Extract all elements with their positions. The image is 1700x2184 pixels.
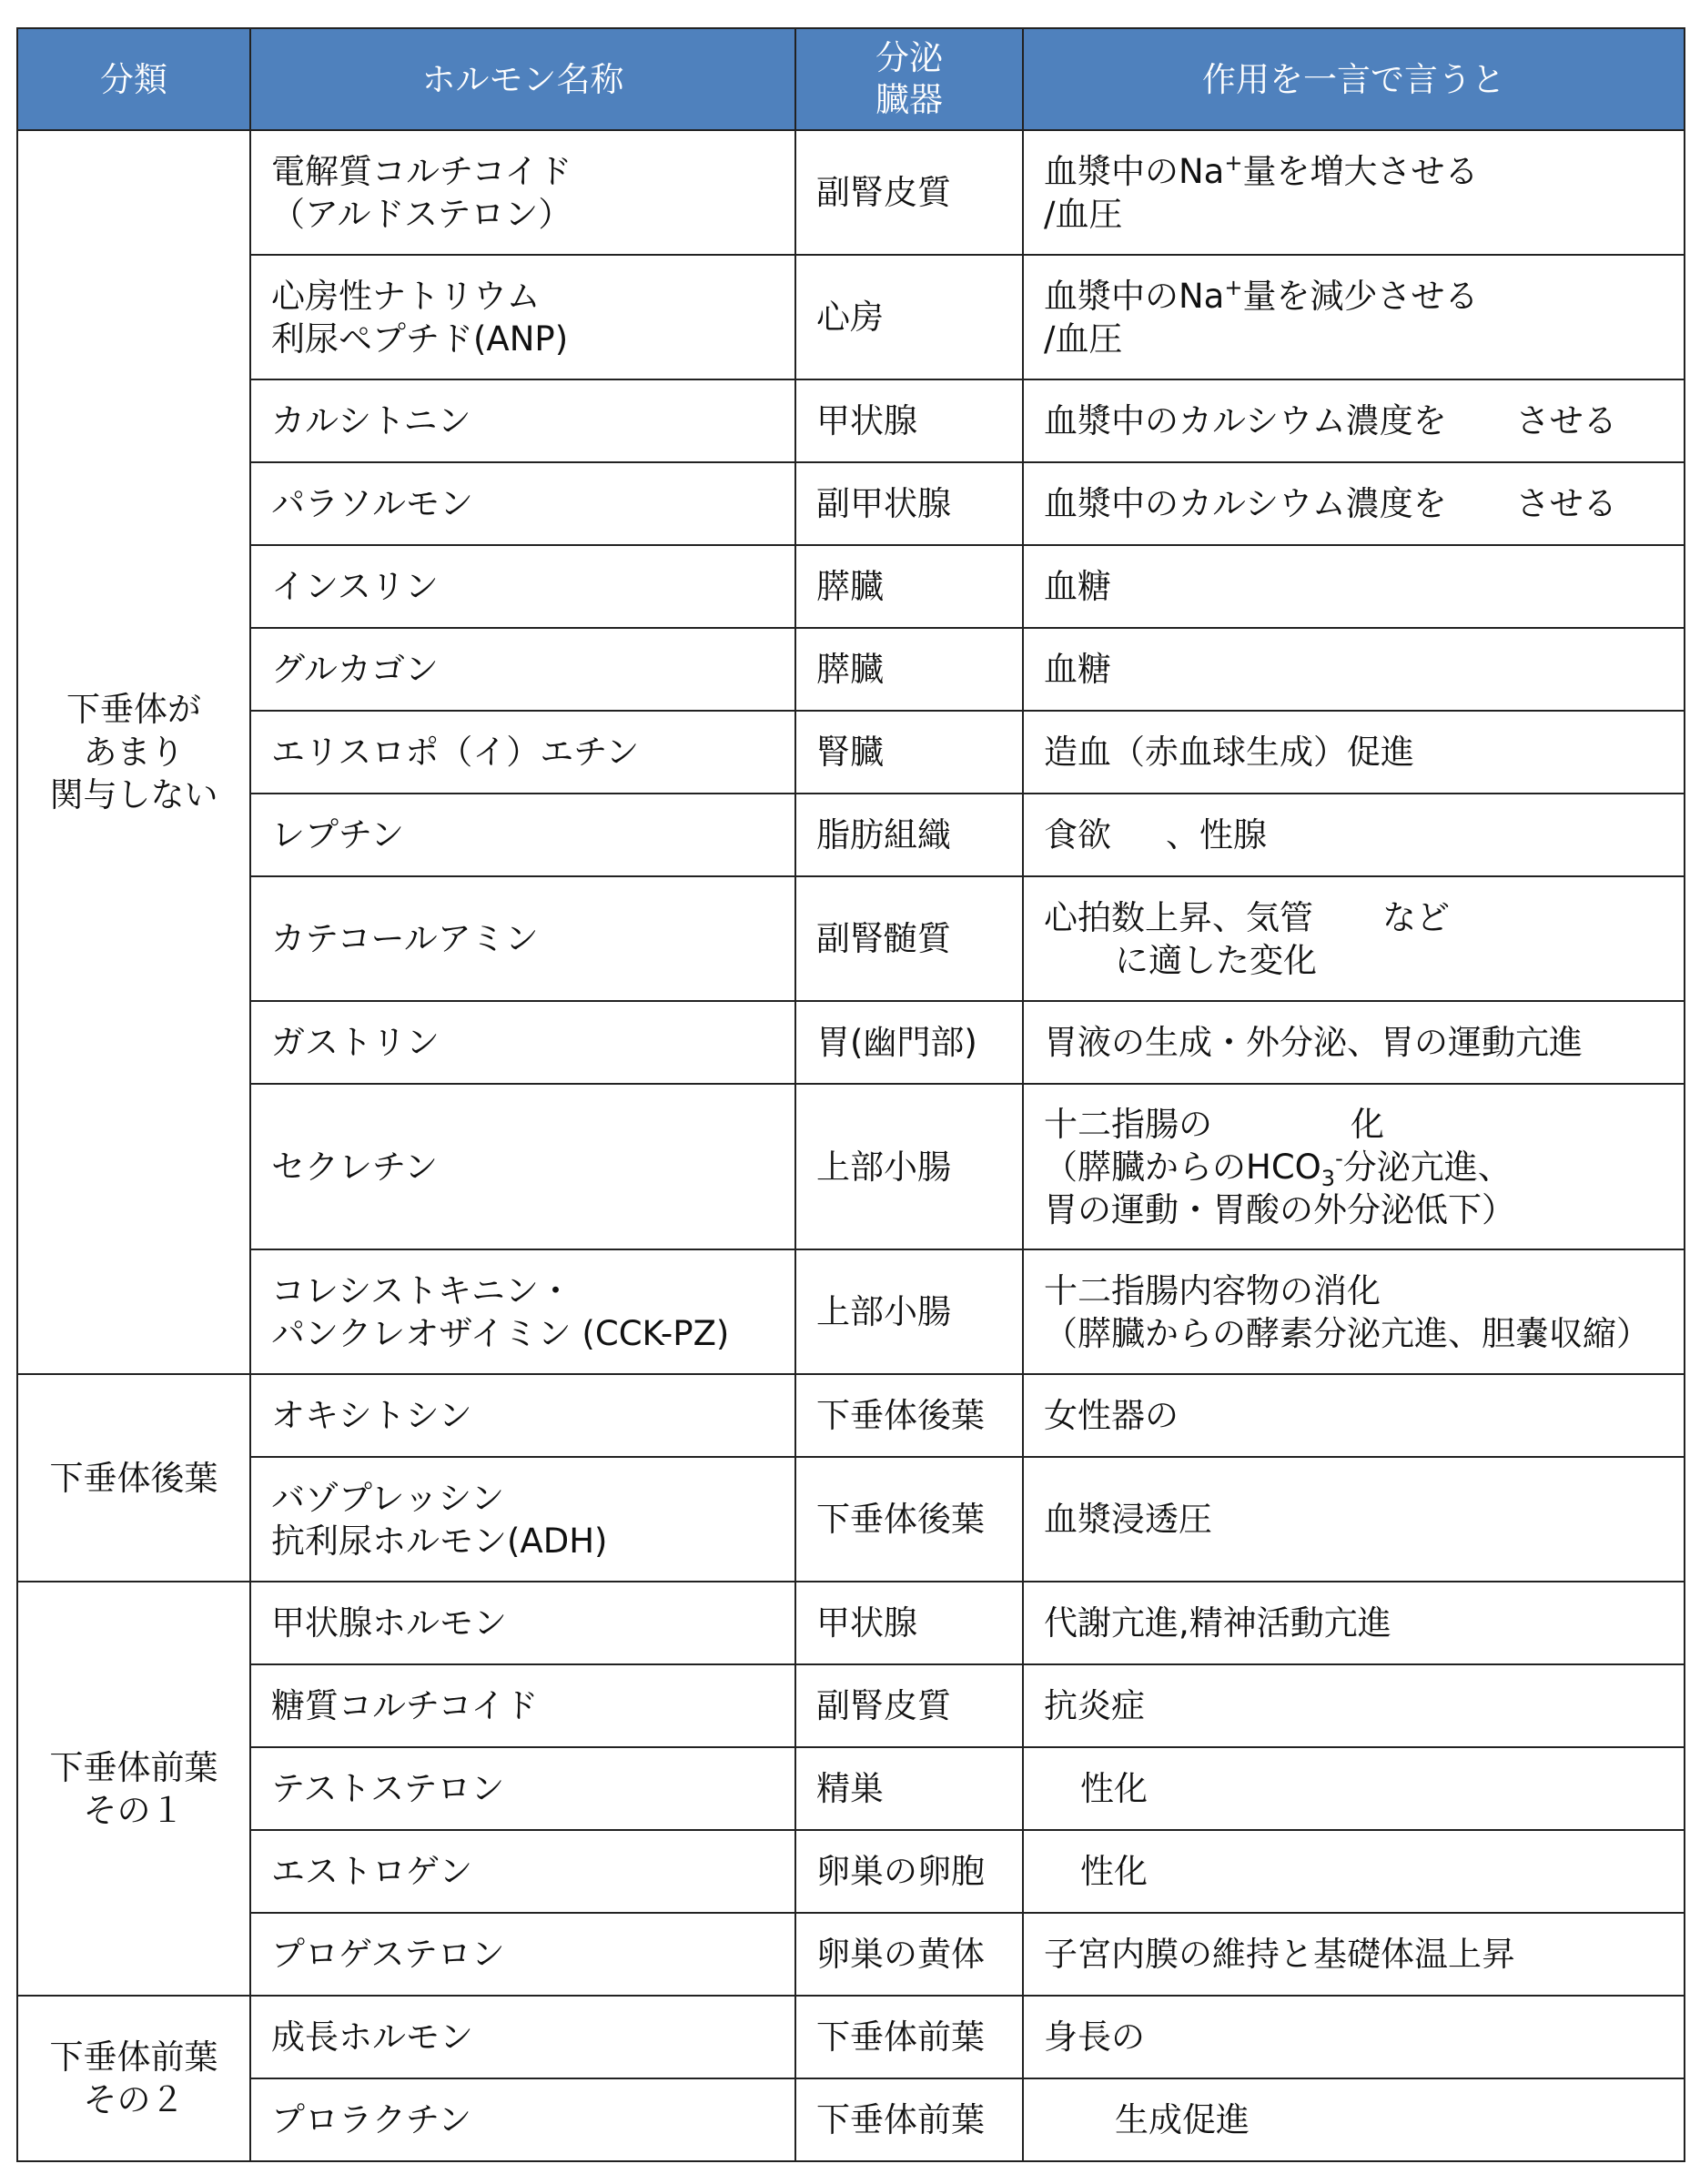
organ-cell: 精巣	[795, 1747, 1023, 1830]
action-cell	[1023, 794, 1685, 876]
organ-cell: 腎臓	[795, 711, 1023, 794]
organ-cell: 心房	[795, 255, 1023, 379]
hormone-name-cell: エリスロポ（イ）エチン	[250, 711, 795, 794]
action-text: 性化	[1080, 1769, 1148, 1808]
hormone-name-cell: テストステロン	[250, 1747, 795, 1830]
hormone-name-line: 電解質コルチコイド	[271, 151, 572, 191]
action-cell	[1023, 255, 1685, 379]
table-row	[17, 711, 1685, 794]
organ-cell: 副腎髄質	[795, 876, 1023, 1001]
action-text: /血圧	[1044, 318, 1123, 359]
hormone-name-cell: ガストリン	[250, 1001, 795, 1084]
table-row	[17, 794, 1685, 876]
action-cell: 身長の	[1023, 1996, 1685, 2078]
action-cell	[1023, 1084, 1685, 1249]
hormone-name-line: （アルドステロン）	[271, 194, 572, 234]
header-action: 作用を一言で言うと	[1023, 28, 1685, 130]
action-cell	[1023, 1747, 1685, 1830]
category-cell-posterior-pituitary	[17, 1374, 250, 1582]
hormone-name-cell: 糖質コルチコイド	[250, 1664, 795, 1747]
table-row	[17, 462, 1685, 545]
table-row	[17, 1913, 1685, 1996]
action-cell: 女性器の	[1023, 1374, 1685, 1457]
action-cell: 血漿浸透圧	[1023, 1457, 1685, 1582]
action-text: させる	[1515, 484, 1617, 523]
action-text: （膵臓からの酵素分泌亢進、胆嚢収縮）	[1044, 1313, 1650, 1353]
hormone-name-cell: カテコールアミン	[250, 876, 795, 1001]
hormone-name-line: 利尿ペプチド(ANP)	[271, 318, 569, 359]
superscript: +	[1224, 274, 1243, 300]
table-row	[17, 1457, 1685, 1582]
hormone-name-line: 抗利尿ホルモン(ADH)	[271, 1521, 608, 1561]
action-text: 胃の運動・胃酸の外分泌低下）	[1044, 1189, 1515, 1229]
organ-cell: 脂肪組織	[795, 794, 1023, 876]
action-text: 、性腺	[1166, 815, 1267, 854]
action-cell	[1023, 876, 1685, 1001]
organ-cell: 甲状腺	[795, 379, 1023, 462]
header-organ-line2: 臓器	[875, 80, 943, 119]
organ-cell: 副甲状腺	[795, 462, 1023, 545]
action-cell: 子宮内膜の維持と基礎体温上昇	[1023, 1913, 1685, 1996]
organ-cell: 甲状腺	[795, 1582, 1023, 1664]
action-text: 化	[1351, 1104, 1384, 1144]
hormone-name-cell	[250, 1249, 795, 1374]
action-cell	[1023, 379, 1685, 462]
action-cell	[1023, 1830, 1685, 1913]
organ-cell: 下垂体前葉	[795, 2078, 1023, 2161]
hormone-name-cell: 甲状腺ホルモン	[250, 1582, 795, 1664]
category-line: 関与しない	[49, 775, 218, 814]
hormone-name-cell: オキシトシン	[250, 1374, 795, 1457]
hormone-name-line: パンクレオザイミン (CCK-PZ)	[271, 1313, 730, 1353]
table-row	[17, 545, 1685, 628]
hormone-name-cell: プロゲステロン	[250, 1913, 795, 1996]
category-line: 下垂体前葉	[49, 1747, 218, 1787]
hormone-name-cell: パラソルモン	[250, 462, 795, 545]
table-row	[17, 1374, 1685, 1457]
category-line: 下垂体後葉	[49, 1458, 218, 1498]
action-cell	[1023, 1249, 1685, 1374]
action-text: 分泌亢進、	[1342, 1147, 1512, 1187]
table-row	[17, 1582, 1685, 1664]
table-row	[17, 1996, 1685, 2078]
action-text: 量を増大させる	[1242, 151, 1479, 191]
hormone-name-cell: インスリン	[250, 545, 795, 628]
category-line: あまり	[83, 733, 185, 772]
table-row	[17, 1830, 1685, 1913]
hormone-name-cell	[250, 130, 795, 255]
table-row	[17, 2078, 1685, 2161]
action-text: （膵臓からのHCO	[1044, 1147, 1321, 1187]
hormone-table	[16, 27, 1685, 2162]
table-header-row	[17, 28, 1685, 130]
organ-cell: 卵巣の黄体	[795, 1913, 1023, 1996]
hormone-name-cell: カルシトニン	[250, 379, 795, 462]
organ-cell: 副腎皮質	[795, 130, 1023, 255]
category-line: 下垂体が	[66, 690, 201, 729]
table-row	[17, 1747, 1685, 1830]
hormone-name-cell: セクレチン	[250, 1084, 795, 1249]
action-text: など	[1382, 897, 1450, 937]
organ-cell: 副腎皮質	[795, 1664, 1023, 1747]
action-text: 血漿中のNa	[1044, 276, 1225, 316]
category-cell-anterior-pituitary-1	[17, 1582, 250, 1996]
table-row	[17, 1001, 1685, 1084]
organ-cell: 下垂体前葉	[795, 1996, 1023, 2078]
organ-cell: 膵臓	[795, 545, 1023, 628]
hormone-name-line: バゾプレッシン	[271, 1478, 505, 1518]
organ-cell: 胃(幽門部)	[795, 1001, 1023, 1084]
action-text: 血漿中のNa	[1044, 151, 1225, 191]
action-cell	[1023, 130, 1685, 255]
header-category: 分類	[17, 28, 250, 130]
table-row	[17, 876, 1685, 1001]
hormone-name-cell	[250, 1457, 795, 1582]
action-cell	[1023, 2078, 1685, 2161]
action-text: 性化	[1080, 1852, 1148, 1891]
action-text: 生成促進	[1115, 2100, 1250, 2139]
hormone-name-cell: プロラクチン	[250, 2078, 795, 2161]
hormone-name-cell	[250, 255, 795, 379]
category-line: その２	[83, 2080, 185, 2119]
superscript: +	[1224, 149, 1243, 176]
action-text: に適した変化	[1115, 940, 1317, 980]
table-row	[17, 1664, 1685, 1747]
action-text: 食欲	[1044, 815, 1111, 854]
action-cell: 血糖	[1023, 545, 1685, 628]
table-row	[17, 1084, 1685, 1249]
action-text: させる	[1515, 401, 1617, 440]
action-text: 十二指腸の	[1044, 1104, 1212, 1144]
category-cell-non-pituitary	[17, 130, 250, 1374]
action-cell: 造血（赤血球生成）促進	[1023, 711, 1685, 794]
category-cell-anterior-pituitary-2	[17, 1996, 250, 2161]
action-cell: 代謝亢進,精神活動亢進	[1023, 1582, 1685, 1664]
action-text: 心拍数上昇、気管	[1044, 897, 1313, 937]
organ-cell: 下垂体後葉	[795, 1374, 1023, 1457]
header-secreting-organ	[795, 28, 1023, 130]
organ-cell: 卵巣の卵胞	[795, 1830, 1023, 1913]
header-hormone-name: ホルモン名称	[250, 28, 795, 130]
category-line: その１	[83, 1790, 185, 1830]
organ-cell: 膵臓	[795, 628, 1023, 711]
hormone-name-cell: グルカゴン	[250, 628, 795, 711]
action-text: 量を減少させる	[1242, 276, 1479, 316]
organ-cell: 下垂体後葉	[795, 1457, 1023, 1582]
superscript: -	[1335, 1145, 1343, 1171]
organ-cell: 上部小腸	[795, 1084, 1023, 1249]
table-row	[17, 1249, 1685, 1374]
table-row	[17, 628, 1685, 711]
header-organ-line1: 分泌	[875, 38, 943, 77]
action-cell	[1023, 462, 1685, 545]
hormone-name-cell: 成長ホルモン	[250, 1996, 795, 2078]
organ-cell: 上部小腸	[795, 1249, 1023, 1374]
subscript: 3	[1321, 1165, 1336, 1191]
action-cell: 胃液の生成・外分泌、胃の運動亢進	[1023, 1001, 1685, 1084]
action-cell: 抗炎症	[1023, 1664, 1685, 1747]
table-row	[17, 255, 1685, 379]
action-cell: 血糖	[1023, 628, 1685, 711]
category-line: 下垂体前葉	[49, 2037, 218, 2077]
hormone-name-cell: エストロゲン	[250, 1830, 795, 1913]
action-text: 血漿中のカルシウム濃度を	[1044, 484, 1447, 523]
hormone-name-cell: レプチン	[250, 794, 795, 876]
table-row	[17, 379, 1685, 462]
action-text: 十二指腸内容物の消化	[1044, 1270, 1381, 1310]
action-text: /血圧	[1044, 194, 1123, 234]
action-text: 血漿中のカルシウム濃度を	[1044, 401, 1447, 440]
hormone-name-line: 心房性ナトリウム	[271, 276, 541, 316]
hormone-name-line: コレシストキニン・	[271, 1270, 572, 1310]
table-row	[17, 130, 1685, 255]
